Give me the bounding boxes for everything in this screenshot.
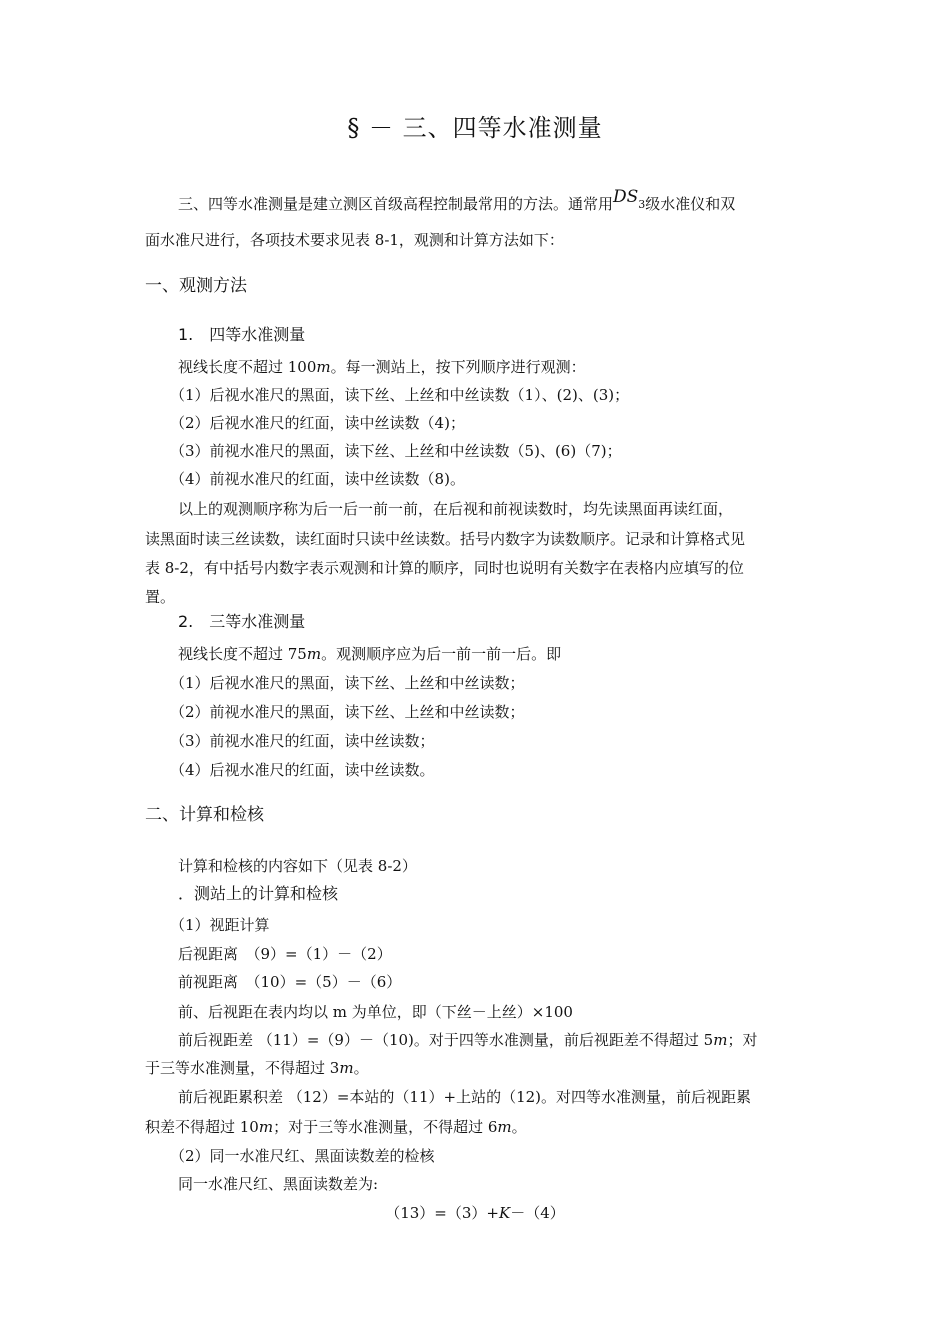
front-distance-formula: 前视距离 （10）=（5）－（6） [178, 973, 402, 991]
intro-line-1: 三、四等水准测量是建立测区首级高程控制最常用的方法。通常用$DS_3$级水准仪和双 [178, 187, 736, 213]
accumulated-diff-line-1: 前后视距累积差 （12）=本站的（11）+上站的（12)。对四等水准测量，前后视距累 [178, 1088, 752, 1106]
step-line: （4）后视水准尺的红面，读中丝读数。 [170, 761, 435, 779]
section-heading-2: 二、计算和检核 [145, 805, 264, 825]
subsection-heading-3: ．测站上的计算和检核 [178, 884, 339, 903]
sight-length-line-2: 视线长度不超过 75m。观测顺序应为后一前一前一后。即 [178, 645, 562, 663]
intro-line-2: 面水准尺进行，各项技术要求见表 8-1，观测和计算方法如下： [145, 231, 564, 249]
paragraph-line: 表 8-2，有中括号内数字表示观测和计算的顺序，同时也说明有关数字在表格内应填写的位 [145, 559, 744, 577]
subsection-heading-2: 2. 三等水准测量 [178, 612, 306, 631]
reading-diff-formula: （13）=（3）+K－（4） [385, 1204, 565, 1222]
reading-diff-intro: 同一水准尺红、黑面读数差为: [178, 1175, 379, 1193]
step-line: （1）后视水准尺的黑面，读下丝、上丝和中丝读数（1）、(2)、(3)； [170, 386, 630, 404]
instrument-model: $DS_3$ [613, 187, 646, 211]
step-line: （3）前视水准尺的红面，读中丝读数； [170, 732, 435, 750]
subsection-heading-1: 1. 四等水准测量 [178, 325, 306, 344]
distance-diff-line-1: 前后视距差 （11）=（9）－（10)。对于四等水准测量，前后视距差不得超过 5m；对 [178, 1031, 758, 1049]
sight-length-line-1: 视线长度不超过 100m。每一测站上，按下列顺序进行观测： [178, 358, 586, 376]
item-line: （1）视距计算 [170, 916, 270, 934]
paragraph-line: 读黑面时读三丝读数，读红面时只读中丝读数。括号内数字为读数顺序。记录和计算格式见 [145, 530, 746, 548]
accumulated-diff-line-2: 积差不得超过 10m；对于三等水准测量，不得超过 6m。 [145, 1118, 527, 1136]
paragraph-line: 置。 [145, 588, 176, 606]
calc-intro: 计算和检核的内容如下（见表 8-2） [178, 857, 417, 875]
unit-note: 前、后视距在表内均以 m 为单位，即（下丝－上丝）×100 [178, 1003, 573, 1021]
step-line: （3）前视水准尺的黑面，读下丝、上丝和中丝读数（5)、(6)（7)； [170, 442, 622, 460]
step-line: （2）后视水准尺的红面，读中丝读数（4)； [170, 414, 465, 432]
step-line: （2）前视水准尺的黑面，读下丝、上丝和中丝读数； [170, 703, 525, 721]
step-line: （1）后视水准尺的黑面，读下丝、上丝和中丝读数； [170, 674, 525, 692]
item-line: （2）同一水准尺红、黑面读数差的检核 [170, 1147, 435, 1165]
page-title: § － 三、四等水准测量 [347, 114, 603, 142]
step-line: （4）前视水准尺的红面，读中丝读数（8)。 [170, 470, 465, 488]
back-distance-formula: 后视距离 （9）=（1）－（2） [178, 945, 392, 963]
distance-diff-line-2: 于三等水准测量，不得超过 3m。 [145, 1059, 369, 1077]
paragraph-line: 以上的观测顺序称为后一后一前一前，在后视和前视读数时，均先读黑面再读红面， [178, 500, 734, 518]
section-heading-1: 一、观测方法 [145, 276, 247, 296]
